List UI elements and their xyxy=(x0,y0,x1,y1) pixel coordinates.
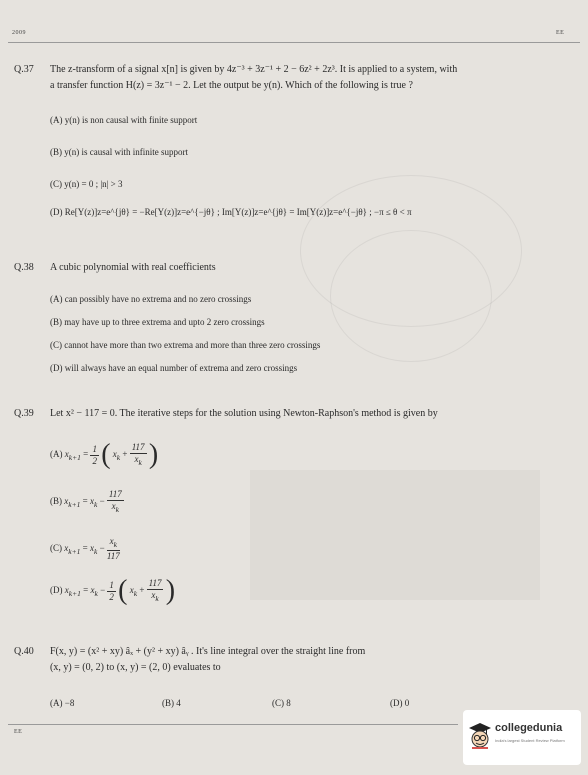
option-label: (D) xyxy=(50,585,63,596)
option: (D) will always have an equal number of extrema and zero crossings xyxy=(50,363,298,373)
main-fraction: $\frac{x_k}{117}$ xyxy=(106,536,120,561)
header-rule xyxy=(8,42,580,43)
option-d-formula: (D) $x_{k+1} = x_k$ − $\frac{1}{2}$ ( $x_k$ + $\frac{117}{x_k}$ ) xyxy=(50,575,176,606)
option: (A) y(n) is non causal with finite support xyxy=(50,115,198,125)
main-fraction: $\frac{117}{x_k}$ xyxy=(148,578,162,603)
question-text: a transfer function H(z) = 3z⁻¹ − 2. Let the output be y(n). Which of the following is true ? xyxy=(50,80,413,91)
bleed-through-table xyxy=(250,470,540,600)
option: (A) can possibly have no extrema and no zero crossings xyxy=(50,294,252,304)
lhs-var: x xyxy=(64,449,69,460)
logo-tagline: India's largest Student Review Platform xyxy=(495,738,565,743)
question-number: Q.37 xyxy=(14,64,34,75)
option-b-formula: (B) $x_{k+1} = x_k$ − $\frac{117}{x_k}$ xyxy=(50,489,122,514)
header-year: 2009 xyxy=(12,30,26,36)
option-label: (B) xyxy=(50,495,62,506)
term-var: x xyxy=(112,449,117,460)
main-fraction: $\frac{117}{x_k}$ xyxy=(131,442,145,467)
option: (B) y(n) is causal with infinite support xyxy=(50,147,188,157)
collegedunia-logo xyxy=(463,710,581,765)
coef-fraction: $\frac{1}{2}$ xyxy=(92,443,97,466)
footer-rule xyxy=(8,724,458,725)
question-text: The z-transform of a signal x[n] is given by 4z⁻³ + 3z⁻¹ + 2 − 6z² + 2z³. It is applied to a system, with xyxy=(50,64,458,75)
lhs-sub: k+1 xyxy=(68,452,81,462)
question-text: Let x² − 117 = 0. The iterative steps for the solution using Newton-Raphson's method is given by xyxy=(50,408,438,419)
question-text: F(x, y) = (x² + xy) âₓ + (y² + xy) âᵧ . It's line integral over the straight line from xyxy=(50,646,366,657)
option-a-formula: (A) $x_{k+1}$ = $\frac{1}{2}$ ( $x_k$ + $\frac{117}{x_k}$ ) xyxy=(50,439,159,470)
header-paper-code: EE xyxy=(556,30,565,36)
footer-paper-code: EE xyxy=(14,729,23,735)
question-number: Q.39 xyxy=(14,408,34,419)
option: (D) Re[Y(z)]z=e^{jθ} = −Re[Y(z)]z=e^{−jθ} ; Im[Y(z)]z=e^{jθ} = Im[Y(z)]z=e^{−jθ} ; −π ≤ θ < π xyxy=(50,207,412,217)
question-number: Q.40 xyxy=(14,646,34,657)
coef-fraction: $\frac{1}{2}$ xyxy=(109,579,114,602)
option: (B) may have up to three extrema and upto 2 zero crossings xyxy=(50,317,265,327)
bleed-through-curve xyxy=(330,230,492,362)
question-text: (x, y) = (0, 2) to (x, y) = (2, 0) evaluates to xyxy=(50,662,221,673)
option-label: (A) xyxy=(50,449,63,460)
main-fraction: $\frac{117}{x_k}$ xyxy=(108,489,122,514)
question-text: A cubic polynomial with real coefficients xyxy=(50,262,216,273)
mascot-icon xyxy=(468,722,492,750)
option: (B) 4 xyxy=(162,698,181,708)
option: (C) cannot have more than two extrema and more than three zero crossings xyxy=(50,340,321,350)
option: (A) −8 xyxy=(50,698,75,708)
option-label: (C) xyxy=(50,542,62,553)
option-c-formula: (C) $x_{k+1} = x_k$ − $\frac{x_k}{117}$ xyxy=(50,536,120,561)
question-number: Q.38 xyxy=(14,262,34,273)
option: (C) 8 xyxy=(272,698,291,708)
logo-wordmark: collegedunia xyxy=(495,722,563,734)
option: (C) y(n) = 0 ; |n| > 3 xyxy=(50,179,123,189)
option: (D) 0 xyxy=(390,698,410,708)
